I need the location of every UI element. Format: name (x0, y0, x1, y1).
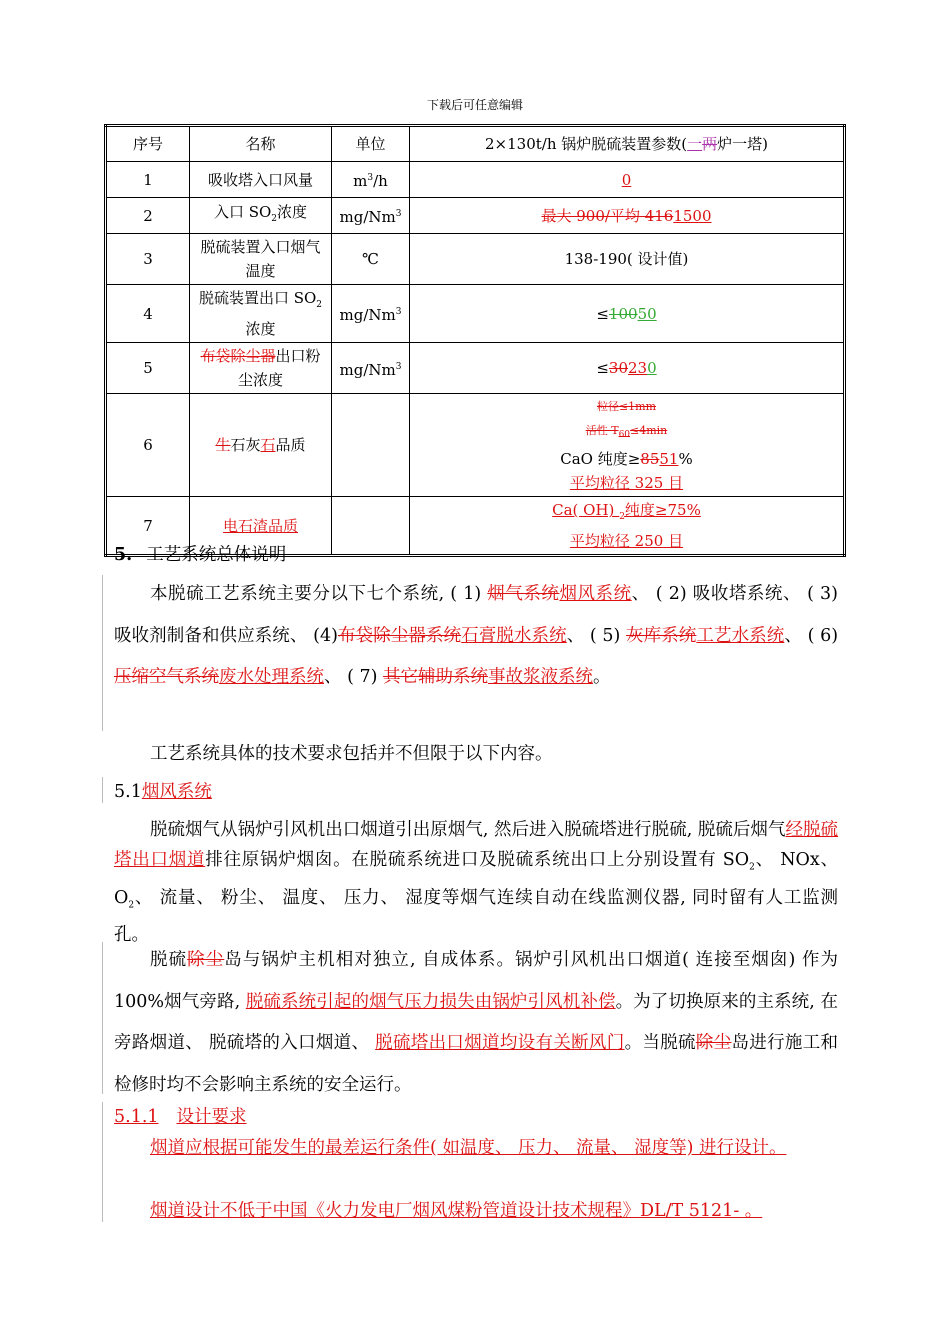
param-unit: $m^3/h$ (332, 162, 410, 198)
intro-paragraph: 本脱硫工艺系统主要分以下七个系统, ( 1) 烟气系统烟风系统、 ( 2) 吸收塔系统、 ( 3) 吸收剂制备和供应系统、 (4)布袋除尘器系统石膏脱水系统、 ( 5) 灰库系统工艺水系统、 ( 6) 压缩空气系统废水处理系统、 ( 7) 其它辅助系统事故浆液系统。 (114, 584, 839, 687)
row-number: 7 (106, 497, 190, 556)
param-unit: mg/Nm$^3$ (332, 198, 410, 234)
page-header: 下载后可任意编辑 (426, 98, 523, 112)
table-row (106, 198, 845, 234)
param-name: 生石灰石品质 (190, 394, 332, 497)
table-row (106, 162, 845, 198)
param-value: 最大 900/平均 4161500 (410, 198, 845, 234)
param-name: 吸收塔入口风量 (190, 162, 332, 198)
param-unit (332, 394, 410, 497)
param-value: Ca( OH) $_2$纯度≥75% 平均粒径 250 目 (410, 497, 845, 556)
row-number: 4 (106, 285, 190, 343)
row-number: 3 (106, 234, 190, 285)
parameter-table (104, 124, 846, 557)
table-row (106, 343, 845, 394)
row-number: 6 (106, 394, 190, 497)
param-unit: mg/Nm$^3$ (332, 343, 410, 394)
table-row (106, 234, 845, 285)
param-value: 0 (410, 162, 845, 198)
table-header-row (106, 126, 845, 162)
revision-bar (102, 942, 103, 1094)
subsection-heading: 5.1烟风系统 (114, 782, 212, 802)
table-row (106, 285, 845, 343)
subsubsection-heading: 5.1.1 设计要求 (114, 1107, 247, 1127)
header-cell: 名称 (190, 126, 332, 162)
header-cell: 单位 (332, 126, 410, 162)
param-value: ≤30230 (410, 343, 845, 394)
header-cell: 序号 (106, 126, 190, 162)
param-unit: ℃ (332, 234, 410, 285)
row-number: 5 (106, 343, 190, 394)
param-value: 138-190( 设计值) (410, 234, 845, 285)
intro-paragraph-2: 工艺系统具体的技术要求包括并不但限于以下内容。 (150, 744, 553, 764)
param-value: 粒径≤1mm 活性 $T_{60}\le 4\min$ CaO 纯度≥8551% 平均粒径 325 目 (410, 394, 845, 497)
revision-bar (102, 575, 103, 731)
param-value: ≤10050 (410, 285, 845, 343)
header-cell: 2×130t/h 锅炉脱硫装置参数(一两炉一塔) (410, 126, 845, 162)
param-name: 布袋除尘器出口粉尘浓度 (190, 343, 332, 394)
revision-bar (102, 777, 103, 803)
section-heading: 5. 工艺系统总体说明 (114, 545, 287, 565)
revision-bar (102, 1102, 103, 1222)
design-paragraph-1: 烟道应根据可能发生的最差运行条件( 如温度、 压力、 流量、 湿度等) 进行设计。 (150, 1138, 787, 1158)
table-row (106, 394, 845, 497)
param-name: 入口 $SO_2$浓度 (190, 198, 332, 234)
row-number: 2 (106, 198, 190, 234)
row-number: 1 (106, 162, 190, 198)
flue-paragraph: 脱硫烟气从锅炉引风机出口烟道引出原烟气, 然后进入脱硫塔进行脱硫, 脱硫后烟气经脱硫塔出口烟道排往原锅炉烟囱。在脱硫系统进口及脱硫系统出口上分别设置有 $SO_2$、 NOx、 $O_2$、 流量、 粉尘、 温度、 压力、 湿度等烟气连续自动在线监测仪器, 同时留有人工监测孔。 (114, 820, 839, 945)
param-unit: mg/Nm$^3$ (332, 285, 410, 343)
param-name: 脱硫装置入口烟气温度 (190, 234, 332, 285)
param-name: 脱硫装置出口 $SO_2$浓度 (190, 285, 332, 343)
bypass-paragraph: 脱硫除尘岛与锅炉主机相对独立, 自成体系。锅炉引风机出口烟道( 连接至烟囱) 作为100%烟气旁路, 脱硫系统引起的烟气压力损失由锅炉引风机补偿。为了切换原来的主系统, 在旁路烟道、 脱硫塔的入口烟道、 脱硫塔出口烟道均设有关断风门。当脱硫除尘岛进行施工和检修时均不会影响主系统的安全运行。 (114, 950, 839, 1095)
param-name: 电石渣品质 (190, 497, 332, 556)
design-paragraph-2: 烟道设计不低于中国《火力发电厂烟风煤粉管道设计技术规程》DL/T 5121- 。 (150, 1201, 763, 1221)
